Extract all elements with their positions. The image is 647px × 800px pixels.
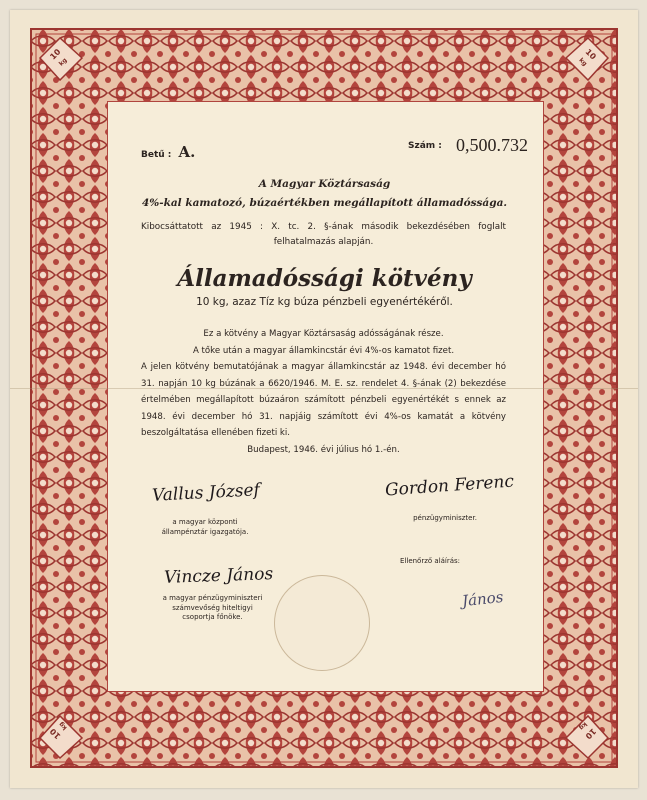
corner-amount: 10 xyxy=(48,47,63,62)
signature-left-bottom-caption xyxy=(145,594,280,623)
series-label: Betű : xyxy=(141,150,172,160)
issuer-line-2: 4%-kal kamatozó, búzaértékben megállapított államadóssága. xyxy=(141,197,508,209)
corner-unit: kg xyxy=(577,720,589,732)
fold-line xyxy=(10,388,638,389)
body-paragraph: A jelen kötvény bemutatójának a magyar államkincstár az 1948. évi december hó 31. napján 10 kg búzának a 6620/1946. M. E. sz. rendelet 4. §-ának (2) bekezdése értelmében megállapított búzaáron számított pénzbeli egyenértékét s ennek az 1948. évi december hó 31. napjáig számított évi 4%-os kamatát a kötvény beszolgáltatása ellenében fizeti ki. xyxy=(141,362,506,438)
corner-unit: kg xyxy=(577,56,589,68)
series-field xyxy=(141,142,195,161)
signature-right-top: Gordon Ferenc xyxy=(384,471,515,501)
corner-amount: 10 xyxy=(48,726,63,741)
serial-number: 0,500.732 xyxy=(456,135,528,155)
corner-amount: 10 xyxy=(583,47,598,62)
caption-line: pénzügyminiszter. xyxy=(413,514,477,522)
control-signature: János xyxy=(461,587,505,611)
caption-line: a magyar pénzügyminiszteri xyxy=(162,594,263,602)
corner-unit: kg xyxy=(57,56,69,68)
bond-body xyxy=(141,326,506,458)
body-line-1: Ez a kötvény a Magyar Köztársaság adósságának része. xyxy=(203,329,444,339)
caption-line: csoportja főnöke. xyxy=(182,613,243,621)
issue-date: Budapest, 1946. évi július hó 1.-én. xyxy=(247,444,400,455)
body-line-2: A tőke után a magyar államkincstár évi 4%-os kamatot fizet. xyxy=(192,345,455,356)
caption-line: a magyar központi xyxy=(172,518,238,526)
series-value: A. xyxy=(178,143,196,161)
corner-amount: 10 xyxy=(583,726,598,741)
signature-left-top-caption xyxy=(140,518,270,537)
caption-line: számvevőség hiteltigyi xyxy=(172,603,253,612)
number-label: Szám : xyxy=(408,141,442,151)
signature-left-top: Vallus József xyxy=(151,480,261,506)
corner-unit: kg xyxy=(57,720,69,732)
seal-circle xyxy=(274,575,370,671)
issuer-line-1: A Magyar Köztársaság xyxy=(258,178,391,190)
document-title: Államadóssági kötvény xyxy=(177,265,472,292)
document-subtitle: 10 kg, azaz Tíz kg búza pénzbeli egyenértékéről. xyxy=(196,296,453,308)
authorization-text: Kibocsáttatott az 1945 : X. tc. 2. §-ának második bekezdésében foglalt felhatalmazás alapján. xyxy=(141,222,506,247)
signature-left-bottom: Vincze János xyxy=(163,564,274,588)
control-signature-label: Ellenőrző aláírás: xyxy=(400,557,461,565)
caption-line: állampénztár igazgatója. xyxy=(161,527,249,536)
signature-right-top-caption xyxy=(390,514,500,524)
